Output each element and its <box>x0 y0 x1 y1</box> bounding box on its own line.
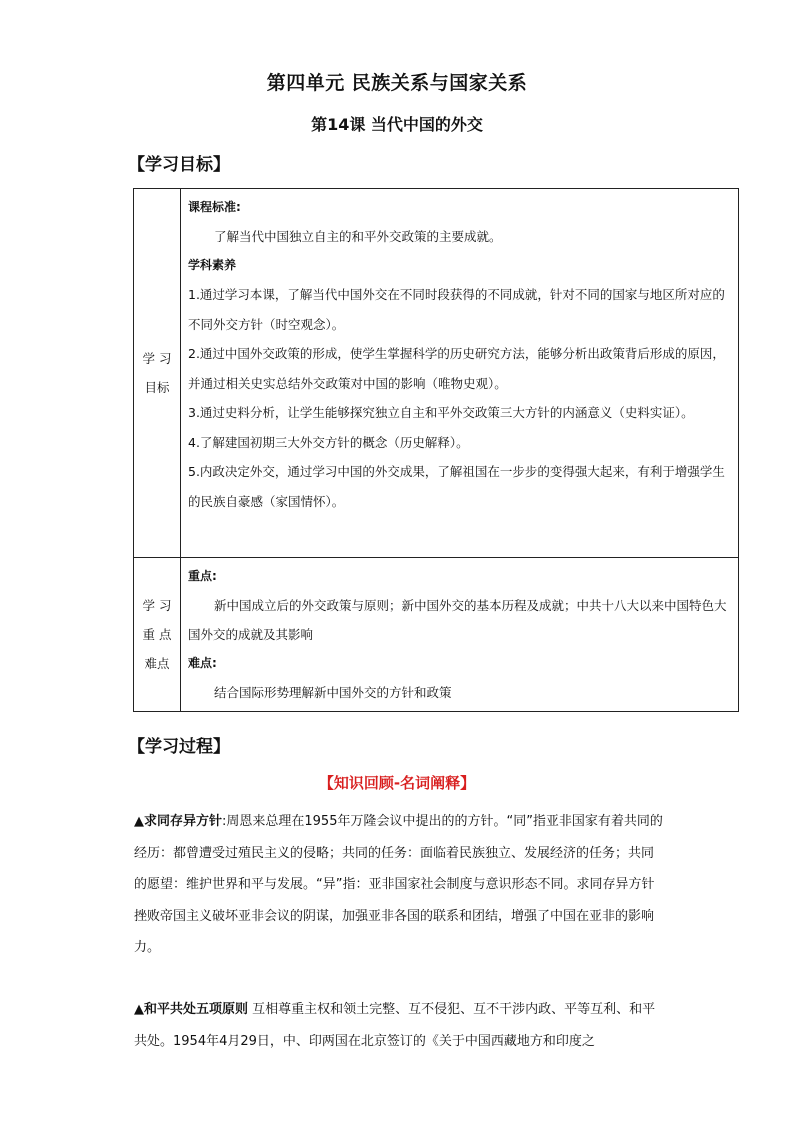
key-points-row-content <box>181 558 739 712</box>
goals-heading: 【学习目标】 <box>128 155 230 175</box>
literacy-item: 1.通过学习本课，了解当代中国外交在不同时段获得的不同成就，针对不同的国家与地区所对应的不同外交方针（时空观念）。 <box>188 287 725 332</box>
term-text: 互相尊重主权和领土完整、互不侵犯、互不干涉内政、平等互利、和平共处。1954年4月29日，中、印两国在北京签订的《关于中国西藏地方和印度之 <box>134 1002 656 1049</box>
goals-label-line2: 目标 <box>144 380 170 395</box>
review-title: 【知识回顾-名词阐释】 <box>318 774 476 792</box>
difficulty-text: 结合国际形势理解新中国外交的方针和政策 <box>214 685 452 700</box>
lesson-title: 第14课 当代中国的外交 <box>311 115 483 134</box>
term-paragraph <box>134 806 666 964</box>
standard-text: 了解当代中国独立自主的和平外交政策的主要成就。 <box>214 229 502 244</box>
standard-heading: 课程标准: <box>188 200 241 214</box>
process-heading: 【学习过程】 <box>128 737 230 757</box>
unit-title: 第四单元 民族关系与国家关系 <box>266 72 528 94</box>
goals-table <box>133 188 739 712</box>
key-points-row-label <box>134 558 181 712</box>
key-heading: 重点: <box>188 569 217 583</box>
term-paragraph <box>134 994 666 1057</box>
goals-row <box>134 189 739 558</box>
difficulty-heading: 难点: <box>188 656 217 670</box>
goals-row-content <box>181 189 739 558</box>
literacy-item: 3.通过史料分析，让学生能够探究独立自主和平外交政策三大方针的内涵意义（史料实证）。 <box>188 405 694 420</box>
key-points-row <box>134 558 739 712</box>
key-label-line1: 学 习 <box>142 598 172 613</box>
term-text: :周恩来总理在1955年万隆会议中提出的的方针。“同”指亚非国家有着共同的经历：都曾遭受过殖民主义的侵略；共同的任务：面临着民族独立、发展经济的任务；共同的愿望：维护世界和平与发展。“异”指：亚非国家社会制度与意识形态不同。求同存异方针挫败帝国主义破坏亚非会议的阴谋，加强亚非各国的联系和团结，增强了中国在亚非的影响力。 <box>134 814 663 955</box>
literacy-item: 2.通过中国外交政策的形成，使学生掌握科学的历史研究方法，能够分析出政策背后形成的原因，并通过相关史实总结外交政策对中国的影响（唯物史观）。 <box>188 346 725 391</box>
key-label-line3: 难点 <box>144 656 170 671</box>
literacy-item: 4.了解建国初期三大外交方针的概念（历史解释）。 <box>188 434 469 450</box>
literacy-heading: 学科素养 <box>188 258 237 272</box>
term-label: ▲求同存异方针 <box>134 814 222 829</box>
goals-label-line1: 学 习 <box>142 351 172 366</box>
key-label-line2: 重 点 <box>142 627 172 642</box>
term-label: ▲和平共处五项原则 <box>134 1002 248 1017</box>
key-text: 新中国成立后的外交政策与原则；新中国外交的基本历程及成就；中共十八大以来中国特色大国外交的成就及其影响 <box>188 598 727 642</box>
goals-row-label <box>134 189 181 558</box>
literacy-item: 5.内政决定外交，通过学习中国的外交成果，了解祖国在一步步的变得强大起来，有利于增强学生的民族自豪感（家国情怀）。 <box>188 464 725 509</box>
